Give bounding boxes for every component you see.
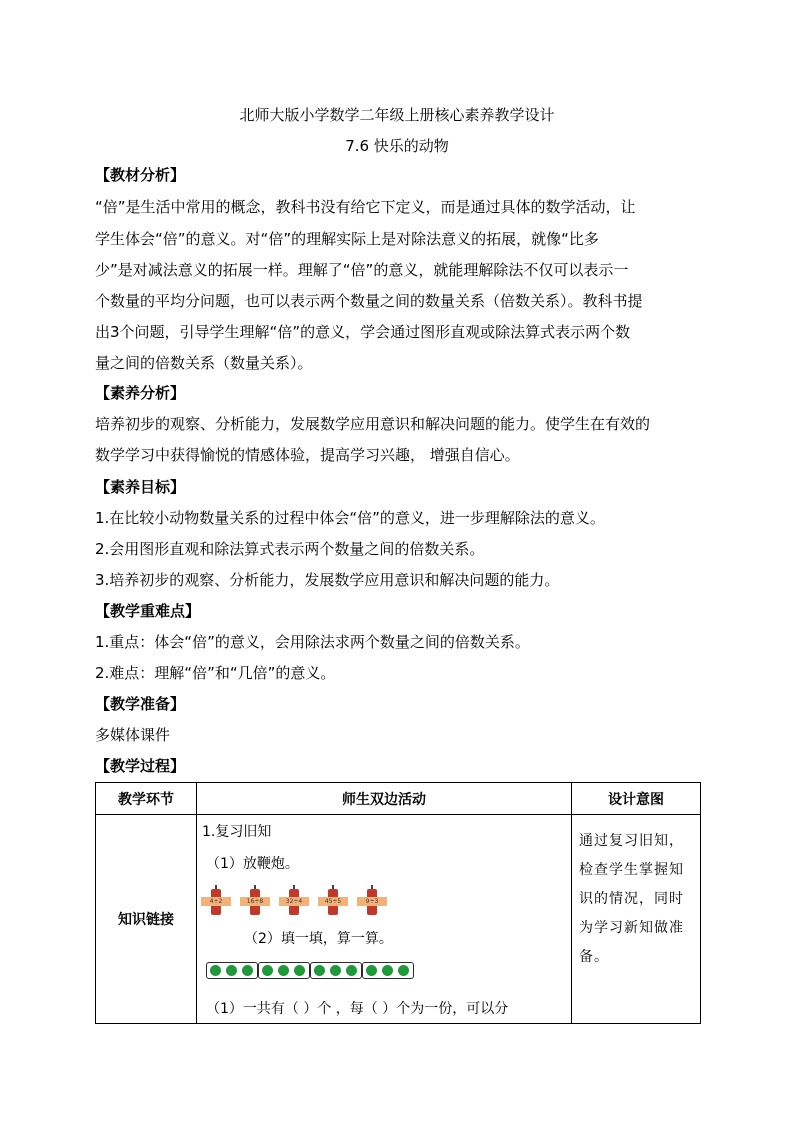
column-header-intent: 设计意图: [572, 783, 701, 815]
circle-icon: [314, 965, 325, 976]
circle-icon: [398, 965, 409, 976]
document-title: 北师大版小学数学二年级上册核心素养教学设计: [239, 106, 555, 124]
intent-line: 备。: [579, 949, 609, 965]
intent-line: 识的情况，同时: [579, 891, 684, 907]
intent-line: 为学习新知做准: [579, 920, 684, 936]
paragraph-line: 学生体会“倍”的意义。对“倍”的理解实际上是对除法意义的拓展，就像“比多: [95, 230, 599, 248]
circle-group: [362, 962, 414, 979]
circle-group: [206, 962, 258, 979]
circle-icon: [330, 965, 341, 976]
section-heading-literacy: 【素养分析】: [95, 384, 186, 402]
section-heading-process: 【教学过程】: [95, 757, 186, 775]
lesson-subtitle: 7.6 快乐的动物: [345, 137, 449, 155]
paragraph-line: 个数量的平均分问题，也可以表示两个数量之间的数量关系（倍数关系）。教科书提: [95, 292, 643, 310]
firecracker-label: 9÷3: [357, 897, 387, 906]
paragraph-line: 少”是对减法意义的拓展一样。理解了“倍”的意义，就能理解除法不仅可以表示一: [95, 261, 629, 279]
paragraph-line: 数学学习中获得愉悦的情感体验，提高学习兴趣， 增强自信心。: [95, 446, 520, 464]
goal-item: 2.会用图形直观和除法算式表示两个数量之间的倍数关系。: [95, 540, 485, 558]
firecracker-label: 45÷5: [318, 897, 348, 906]
intent-line: 通过复习旧知，: [579, 833, 684, 849]
paragraph-line: 量之间的倍数关系（数量关系）。: [95, 354, 313, 372]
circle-icon: [294, 965, 305, 976]
key-point-item: 2.难点：理解“倍”和“几倍”的意义。: [95, 664, 336, 682]
fill-in-question: （1）一共有（ ）个 ，每（ ）个为一份，可以分: [206, 1001, 509, 1017]
paragraph-line: 培养初步的观察、分析能力，发展数学应用意识和解决问题的能力。使学生在有效的: [95, 415, 651, 433]
circle-icon: [262, 965, 273, 976]
section-heading-preparation: 【教学准备】: [95, 695, 186, 713]
stage-cell: 知识链接: [96, 815, 197, 1024]
section-heading-key-points: 【教学重难点】: [95, 602, 201, 620]
firecracker-icon: [324, 885, 342, 915]
firecracker-label: 32÷4: [279, 897, 309, 906]
circle-icon: [226, 965, 237, 976]
circle-icon: [346, 965, 357, 976]
activity-subitem: （2）填一填，算一算。: [244, 931, 393, 947]
firecracker-icon: [246, 885, 264, 915]
section-heading-material: 【教材分析】: [95, 166, 186, 184]
teaching-process-table: [95, 782, 701, 1024]
activity-step-title: 1.复习旧知: [202, 824, 272, 840]
key-point-item: 1.重点：体会“倍”的意义，会用除法求两个数量之间的倍数关系。: [95, 633, 530, 651]
goal-item: 3.培养初步的观察、分析能力，发展数学应用意识和解决问题的能力。: [95, 571, 560, 589]
circle-icon: [242, 965, 253, 976]
firecracker-icon: [363, 885, 381, 915]
paragraph-line: 出3个问题，引导学生理解“倍”的意义，学会通过图形直观或除法算式表示两个数: [95, 323, 631, 341]
table-header-row: [96, 783, 701, 815]
circle-group: [258, 962, 310, 979]
firecracker-icon: [285, 885, 303, 915]
circle-icon: [366, 965, 377, 976]
activity-cell: [197, 815, 572, 1024]
goal-item: 1.在比较小动物数量关系的过程中体会“倍”的意义，进一步理解除法的意义。: [95, 509, 605, 527]
circle-icon: [382, 965, 393, 976]
preparation-text: 多媒体课件: [95, 726, 171, 744]
circle-icon: [278, 965, 289, 976]
column-header-activity: 师生双边活动: [197, 783, 572, 815]
intent-cell: [572, 815, 701, 1024]
circle-icon: [210, 965, 221, 976]
firecracker-label: 16÷8: [240, 897, 270, 906]
paragraph-line: “倍”是生活中常用的概念，教科书没有给它下定义，而是通过具体的数学活动，让: [95, 198, 636, 216]
activity-subitem: （1）放鞭炮。: [206, 856, 299, 872]
section-heading-goals: 【素养目标】: [95, 478, 186, 496]
column-header-stage: 教学环节: [96, 783, 197, 815]
firecracker-label: 4÷2: [201, 897, 231, 906]
firecracker-icon: [207, 885, 225, 915]
table-row: [96, 815, 701, 1024]
intent-line: 检查学生掌握知: [579, 862, 684, 878]
circle-group: [310, 962, 362, 979]
